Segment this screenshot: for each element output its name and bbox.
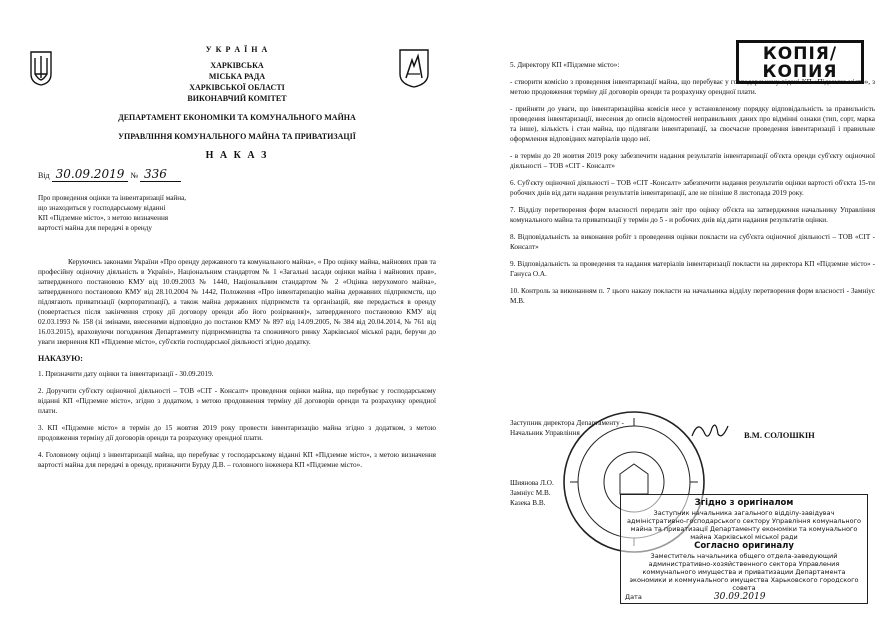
subject-line: КП «Підземне місто», з метою визначення	[38, 214, 169, 222]
subject-line: вартості майна для передачі в оренду	[38, 224, 153, 232]
stamp-title-ua: Згідно з оригіналом	[694, 498, 794, 508]
signer-position-line-1: Заступник директора Департаменту -	[510, 419, 624, 427]
number-value: 336	[140, 167, 181, 182]
stamp-date-value: 30.09.2019	[713, 592, 766, 602]
order-item-8: 8. Відповідальність за виконання робіт з проведення оцінки покласти на суб'єкта оціночної діяльності – ТОВ «СІТ - Консалт»	[510, 233, 875, 251]
order-heading: НАКАЗУЮ:	[38, 354, 83, 363]
subject-line: що знаходиться у господарському віданні	[38, 204, 166, 212]
doc-type-title: Н А К А З	[205, 150, 269, 161]
order-item-6: 6. Суб'єкту оціночної діяльності – ТОВ «СІТ -Консалт» забезпечити надання результатів оцінки вартості об'єкта 15-ти робочих днів від дати надання результатів інвентаризації, але не пізніше 8 листопада 2019 року.	[510, 179, 875, 197]
country-name: У К Р А Ї Н А	[205, 45, 269, 54]
order-item-4: 4. Головному оцінці з інвентаризації майна, що перебуває у господарському віданні КП «Підземне місто», з метою визначення вартості майна для передачі в оренду, призначити Бурду Д.В. – головного інженера КП «Підземне місто».	[38, 451, 436, 469]
executor-name: Замніус М.В.	[510, 489, 551, 497]
order-item-9: 9. Відповідальність за проведення та надання матеріалів інвентаризації покласти на директора КП «Підземне місто» - Гануса О.А.	[510, 260, 875, 278]
order-item-1: 1. Призначити дату оцінки та інвентаризації - 30.09.2019.	[38, 370, 214, 378]
right-column	[510, 60, 875, 313]
signer-name: В.М. СОЛОШКІН	[744, 430, 815, 440]
order-item-3: 3. КП «Підземне місто» в термін до 15 жовтня 2019 року провести інвентаризацію майна згідно з додатком, з метою продовження терміну дії договорів оренди та розрахунку орендної плати.	[38, 424, 436, 442]
signer-position-line-2: Начальник Управління	[510, 429, 580, 437]
left-column	[38, 36, 436, 477]
executor-name: Казека В.В.	[510, 499, 546, 507]
order-item-10: 10. Контроль за виконанням п. 7 цього наказу покласти на начальника відділу перетворення форм власності - Замніус М.В.	[510, 287, 875, 305]
city-council-line-1: ХАРКІВСЬКА	[210, 61, 264, 70]
order-item-5-sub-1: - створити комісію з проведення інвентаризації майна, що перебуває у господарському відані КП «Підземне місто», з метою продовження терміну дії договорів оренди та розрахунку орендної плати.	[510, 78, 875, 96]
subject-line: Про проведення оцінки та інвентаризації майна,	[38, 194, 187, 202]
certified-copy-stamp	[620, 494, 868, 604]
preamble-text: Керуючись законами України «Про оренду державного та комунального майна», « Про оцінку майна, майнових прав та професійну оціночну діяльність в Україні», Національним стандартом № 1 «Загальні засади оцінки майна і майнових прав», затвердженого постановою КМУ від 10.09.2003 № 1440, Національним стандартом № 2 «Оцінка нерухомого майна», затвердженого постановою КМУ від 28.10.2004 № 1442, Положення «Про інвентаризацію майна державних підприємств, що підлягають приватизації (корпоратизації), а також майна державних підприємств та організацій, яке передається в оренду (повертається після закінчення строку дії договору оренди або його розірвання)», затвердженого постановою КМУ від 02.03.1993 № 158 (зі змінами, внесеними відповідно до постанов КМУ № 897 від 14.09.2005, № 384 від 20.04.2014, № 761 від 16.03.2015), враховуючи погодження Департаменту підприємництва та споживчого ринку Харківської міської ради, беручи до уваги звернення КП «Підземне місто», суб'єктів господарської діяльності згідно додатку.	[38, 258, 436, 346]
copy-stamp-line1: КОПІЯ/	[762, 44, 838, 64]
stamp-title-ru: Согласно оригиналу	[694, 541, 794, 551]
order-item-5: 5. Директору КП «Підземне місто»:	[510, 61, 620, 69]
stamp-date-label: Дата	[625, 593, 642, 601]
stamp-date-line	[625, 593, 863, 601]
executor-name: Шиянова Л.О.	[510, 479, 554, 487]
city-council-line-2: МІСЬКА РАДА	[208, 72, 266, 81]
date-value: 30.09.2019	[52, 167, 129, 182]
number-prefix: №	[130, 171, 138, 180]
city-council-line-4: ВИКОНАВЧИЙ КОМІТЕТ	[187, 94, 287, 103]
order-item-7: 7. Відділу перетворення форм власності передати звіт про оцінку об'єкта на затвердження начальнику Управління комунального майна та приватизації у термін до 5 - и робочих днів від дати надання результатів оцінки.	[510, 206, 875, 224]
date-prefix: Від	[38, 171, 50, 180]
order-item-2: 2. Доручити суб'єкту оціночної діяльності – ТОВ «СІТ - Консалт» проведення оцінки майна, що перебуває у господарському віданні КП «Підземне місто», згідно з додатком, з метою продовження терміну дії договорів оренди та розрахунку орендної плати.	[38, 387, 436, 415]
executors-list	[510, 478, 554, 508]
city-council-line-3: ХАРКІВСЬКОЇ ОБЛАСТІ	[189, 83, 285, 92]
copy-stamp-line2: КОПИЯ	[762, 62, 838, 82]
stamp-text-ru: Заместитель начальника общего отдела-заведующий административно-хозяйственного сектора Управления коммунального имущества и приватизации Департамента экономики и коммунального имущества Харьковского городского совета	[629, 552, 859, 592]
order-subject	[38, 193, 436, 233]
department-name: ДЕПАРТАМЕНТ ЕКОНОМІКИ ТА КОМУНАЛЬНОГО МАЙНА	[118, 113, 356, 122]
stamp-text-ua: Заступник начальника загального відділу-завідувач адміністративно-господарського сектору Управління комунального майна та приватизації Департаменту економіки та комунального майна Харківської міської ради	[626, 509, 862, 541]
division-name: УПРАВЛІННЯ КОМУНАЛЬНОГО МАЙНА ТА ПРИВАТИЗАЦІЇ	[118, 132, 356, 141]
order-item-5-sub-2: - прийняти до уваги, що інвентаризаційна комісія несе у встановленому порядку відповідальність за правильність проведення інвентаризації, внесення до описів відомостей неправильних даних про відмінні ознаки (тип, сорт, марка та інше), кількість і стан майна, що підлягали інвентаризації, за своєчасне проведення інвентаризації і правильне оформлення відповідних матеріалів щодо неї.	[510, 105, 875, 143]
order-date-line	[38, 167, 436, 181]
order-item-5-sub-3: - в термін до 20 жовтня 2019 року забезпечити надання результатів інвентаризації об'єкта оренди суб'єкту оціночної діяльності – ТОВ «СІТ - Консалт»	[510, 152, 875, 170]
